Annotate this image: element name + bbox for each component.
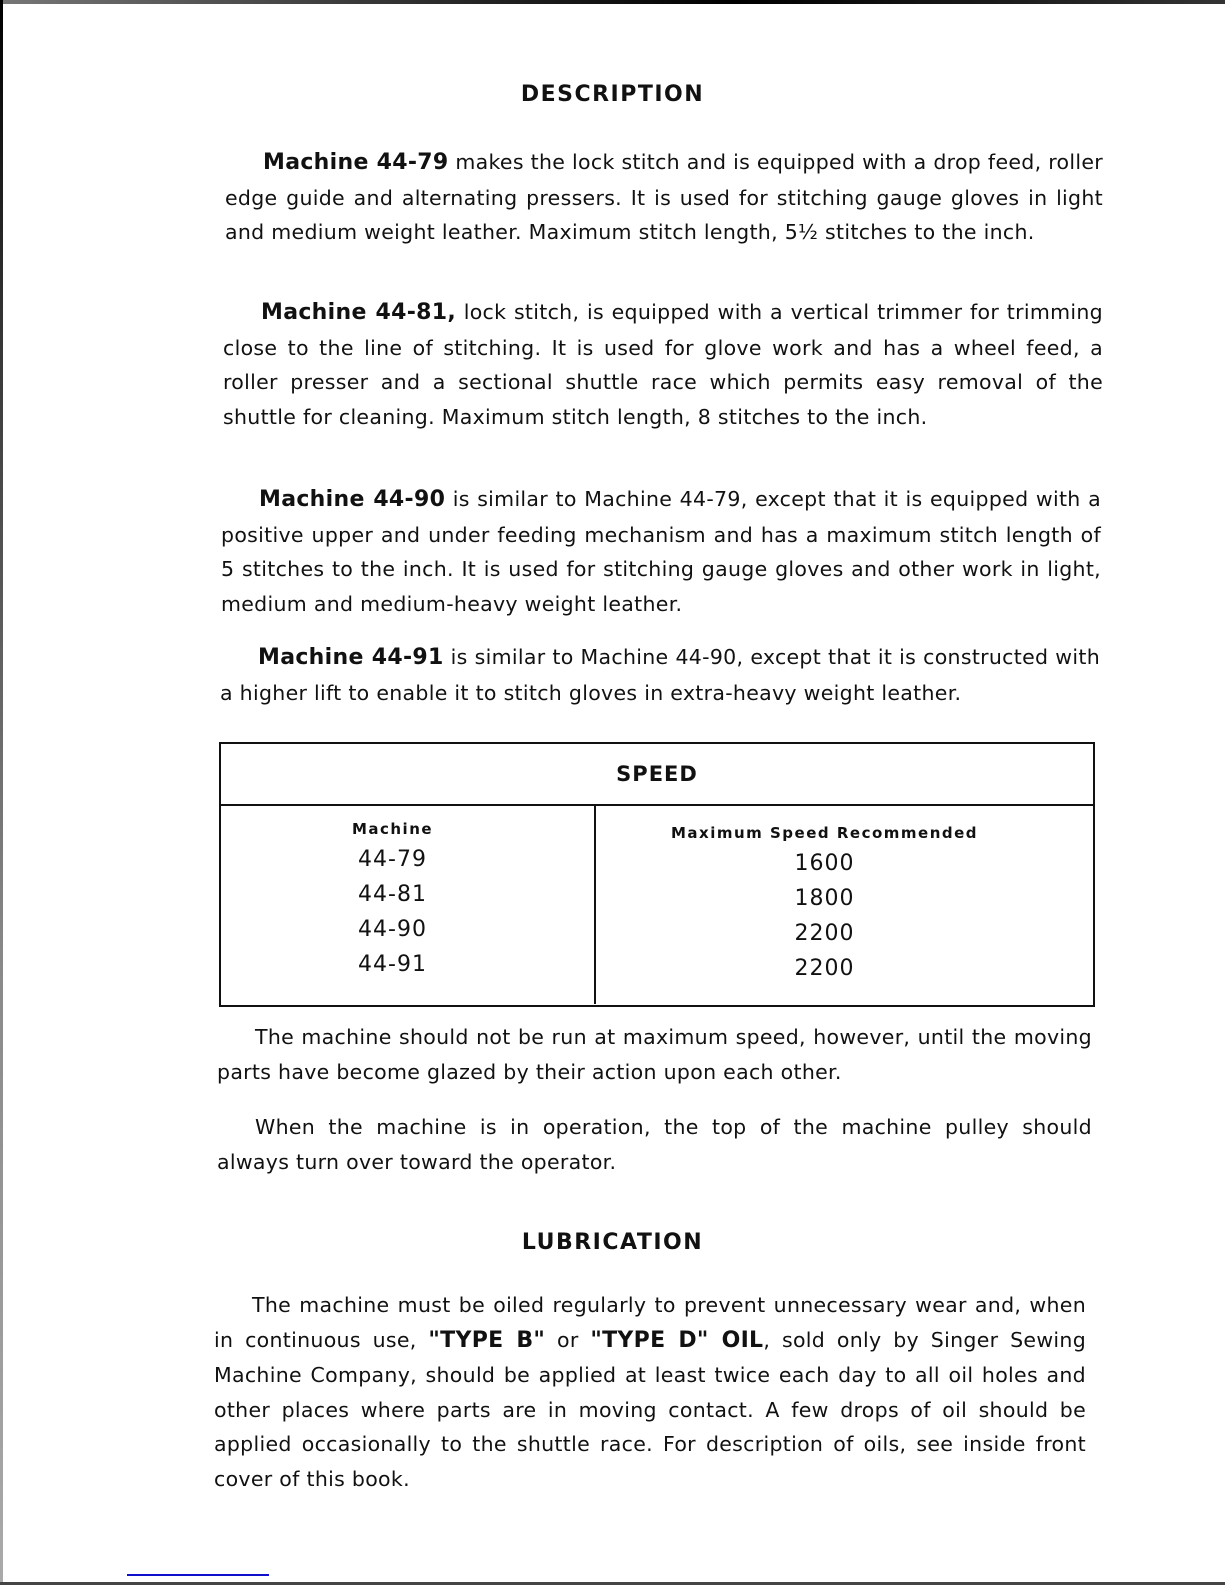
- paragraph-machine-44-81: [223, 295, 1103, 434]
- paragraph-machine-44-91: [220, 640, 1100, 710]
- speed-cell: 2200: [794, 956, 855, 981]
- paragraph-speed-note: [217, 1020, 1092, 1089]
- paragraph-text: is similar to Machine 44-90, except that it is constructed with a higher lift to enable it to stitch gloves in extra-heavy weight leather.: [220, 645, 1100, 705]
- oil-type-b: "TYPE B": [428, 1327, 546, 1353]
- machine-column: [221, 806, 596, 1004]
- scan-top-edge: [0, 0, 1225, 4]
- paragraph-lubrication: [214, 1288, 1086, 1496]
- speed-table: [219, 742, 1095, 1007]
- paragraph-text: is similar to Machine 44-79, except that it is equipped with a positive upper and under feeding mechanism and has a maximum stitch length of 5 stitches to the inch. It is used for stitching gauge gloves and other work in light, medium and medium-heavy weight leather.: [221, 487, 1101, 616]
- lubrication-heading: LUBRICATION: [521, 1230, 704, 1255]
- machine-name: Machine 44-81,: [261, 300, 457, 325]
- speed-column: [596, 806, 1093, 1004]
- speed-table-title: SPEED: [221, 744, 1093, 806]
- machine-cell: 44-79: [358, 847, 427, 872]
- paragraph-text: The machine must be oiled regularly to prevent unnecessary wear and, when in continuous use,: [214, 1293, 1086, 1352]
- machine-cell: 44-91: [358, 952, 427, 977]
- machine-cell: 44-90: [358, 917, 427, 942]
- machine-cell: 44-81: [358, 882, 427, 907]
- machine-name: Machine 44-91: [258, 645, 444, 670]
- paragraph-text: The machine should not be run at maximum speed, however, until the moving parts have become glazed by their action upon each other.: [217, 1025, 1092, 1084]
- machine-name: Machine 44-90: [259, 487, 446, 512]
- paragraph-text: , sold only by Singer Sewing Machine Company, should be applied at least twice each day to all oil holes and other places where parts are in moving contact. A few drops of oil should be applied occasionally to the shuttle race. For description of oils, see inside front cover of this book.: [214, 1327, 1087, 1491]
- paragraph-machine-44-79: [225, 145, 1103, 250]
- paragraph-text: makes the lock stitch and is equipped with a drop feed, roller edge guide and alternating pressers. It is used for stitching gauge gloves in light and medium weight leather. Maximum stitch length, 5½ stitches to the inch.: [225, 150, 1103, 244]
- speed-cell: 2200: [794, 921, 855, 946]
- speed-cell: 1600: [794, 851, 855, 876]
- blue-underline-mark: [127, 1574, 269, 1576]
- description-heading: DESCRIPTION: [520, 82, 705, 107]
- paragraph-text: or: [545, 1327, 591, 1352]
- paragraph-text: lock stitch, is equipped with a vertical trimmer for trimming close to the line of stitching. It is used for glove work and has a wheel feed, a roller presser and a sectional shuttle race which permits easy removal of the shuttle for cleaning. Maximum stitch length, 8 stitches to the inch.: [223, 300, 1103, 429]
- paragraph-machine-44-90: [221, 482, 1101, 621]
- speed-table-body: [221, 806, 1093, 1004]
- speed-cell: 1800: [794, 886, 855, 911]
- paragraph-text: When the machine is in operation, the top of the machine pulley should always turn over toward the operator.: [217, 1115, 1092, 1174]
- paragraph-pulley-note: [217, 1110, 1092, 1179]
- speed-column-header: Maximum Speed Recommended: [670, 824, 979, 842]
- scan-left-edge: [0, 0, 3, 1585]
- oil-type-d: "TYPE D" OIL: [590, 1327, 764, 1353]
- machine-name: Machine 44-79: [263, 150, 449, 175]
- machine-column-header: Machine: [351, 820, 434, 838]
